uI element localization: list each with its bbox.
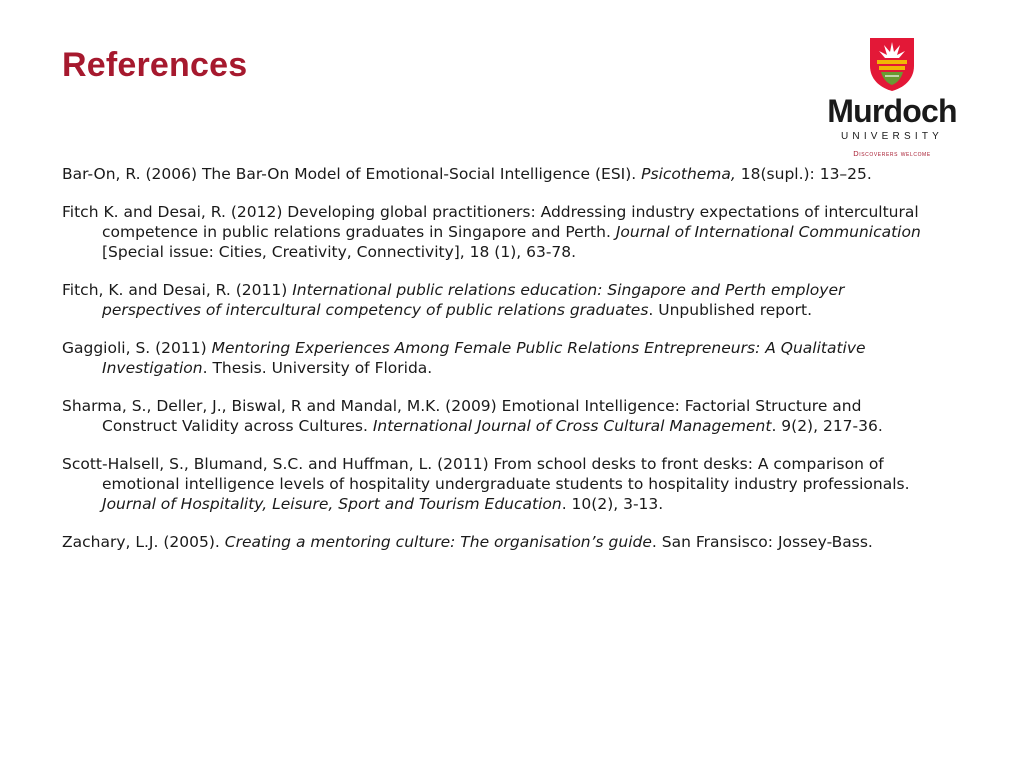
logo-tagline: Discoverers welcome — [853, 149, 931, 158]
reference-text: . San Fransisco: Jossey-Bass. — [651, 533, 873, 551]
reference-text: Gaggioli, S. (2011) — [62, 339, 212, 357]
reference-item — [62, 454, 932, 514]
reference-source: Psicothema, — [641, 165, 736, 183]
logo-subtitle: UNIVERSITY — [840, 131, 943, 142]
reference-source: Journal of Hospitality, Leisure, Sport and Tourism Education — [102, 495, 562, 513]
reference-item — [62, 338, 932, 378]
reference-item — [62, 202, 932, 262]
reference-item — [62, 396, 932, 436]
reference-text: . Unpublished report. — [648, 301, 812, 319]
reference-text: Fitch, K. and Desai, R. (2011) — [62, 281, 293, 299]
reference-text: . 9(2), 217-36. — [771, 417, 883, 435]
reference-item — [62, 532, 932, 552]
reference-source: International public relations education: Singapore and Perth employer perspectives of intercultural competency of public relations graduates — [102, 281, 845, 319]
reference-item — [62, 164, 932, 184]
crest-icon — [867, 36, 917, 92]
reference-source: Creating a mentoring culture: The organisation’s guide — [224, 533, 652, 551]
reference-text: 18(supl.): 13–25. — [735, 165, 872, 183]
logo-wordmark: Murdoch — [827, 93, 957, 129]
reference-source: Mentoring Experiences Among Female Public Relations Entrepreneurs: A Qualitative Investigation — [102, 339, 866, 377]
murdoch-university-logo — [820, 36, 964, 164]
reference-text: Zachary, L.J. (2005). — [62, 533, 225, 551]
reference-text: Fitch K. and Desai, R. (2012) Developing global practitioners: Addressing industry expectations of intercultural competence in public relations graduates in Singapore and Perth. — [62, 203, 919, 241]
reference-source: International Journal of Cross Cultural Management — [372, 417, 772, 435]
reference-text: Sharma, S., Deller, J., Biswal, R and Mandal, M.K. (2009) Emotional Intelligence: Factorial Structure and Construct Validity across Cultures. — [62, 397, 862, 435]
reference-text: Scott-Halsell, S., Blumand, S.C. and Huffman, L. (2011) From school desks to front desks: A comparison of emotional intelligence levels of hospitality undergraduate students to hospitality industry professionals. — [62, 455, 910, 493]
reference-text: Bar-On, R. (2006) The Bar-On Model of Emotional-Social Intelligence (ESI). — [62, 165, 642, 183]
reference-text: . 10(2), 3-13. — [561, 495, 664, 513]
reference-source: Journal of International Communication — [615, 223, 921, 241]
reference-text: . Thesis. University of Florida. — [202, 359, 433, 377]
reference-text: [Special issue: Cities, Creativity, Connectivity], 18 (1), 63-78. — [102, 243, 577, 261]
page-title: References — [62, 46, 248, 84]
reference-item — [62, 280, 932, 320]
reference-list — [62, 164, 932, 570]
